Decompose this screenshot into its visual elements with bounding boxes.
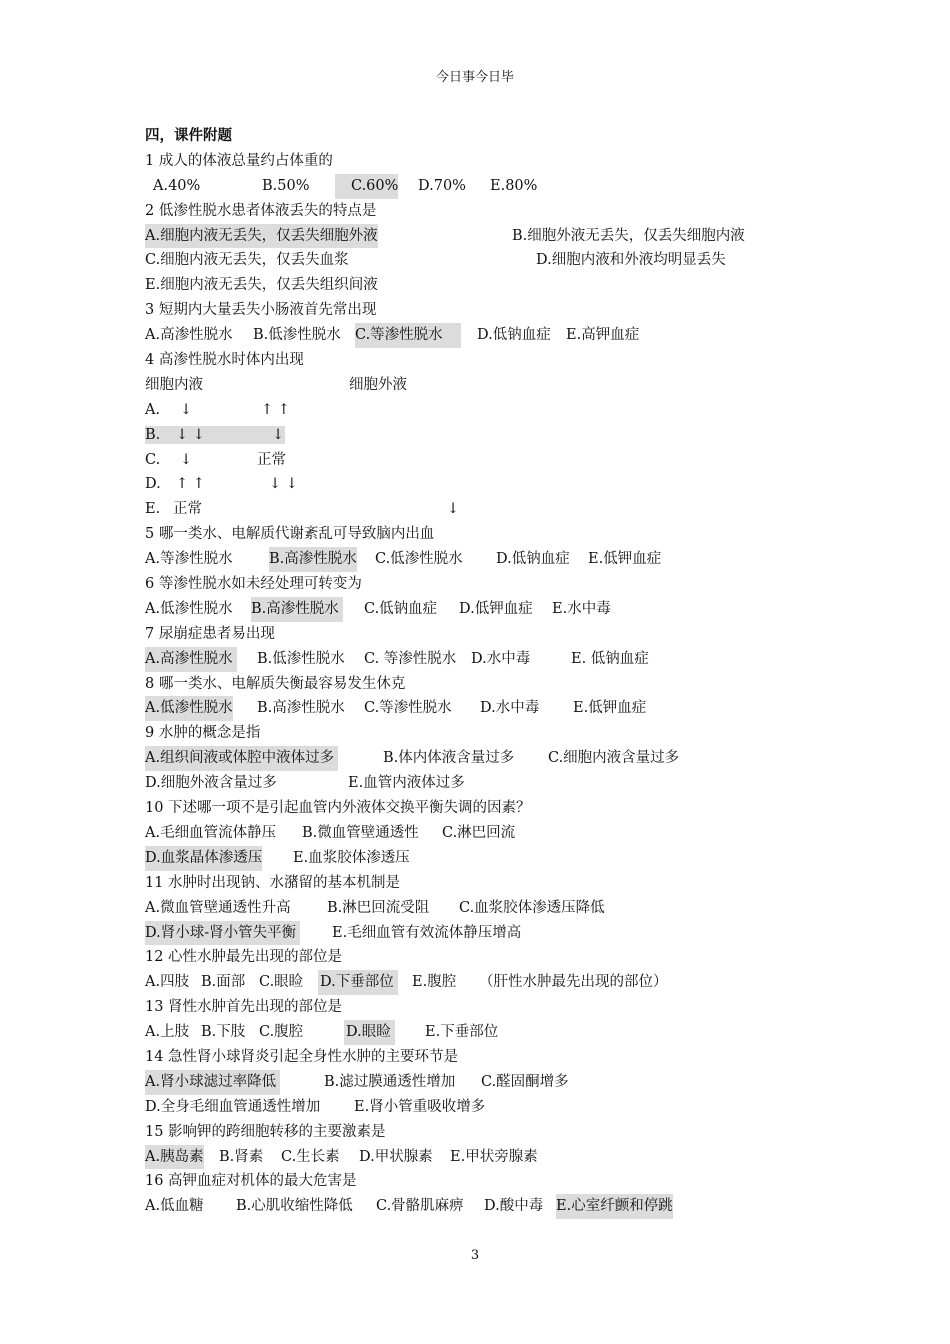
option-a: A.高渗性脱水: [145, 327, 233, 344]
option-d: D.细胞内液和外液均明显丢失: [536, 252, 726, 269]
option-d: D.细胞外液含量过多: [145, 775, 277, 792]
option-c: C.醛固酮增多: [481, 1073, 569, 1090]
option-b: B.微血管壁通透性: [302, 824, 419, 841]
question-6: 6 等渗性脱水如未经处理可转变为: [145, 576, 362, 593]
option-a-answer: A.胰岛素: [145, 1145, 204, 1170]
option-a: A.等渗性脱水: [145, 551, 233, 568]
option-a: A.上肢: [145, 1024, 190, 1041]
option-d: D.低钠血症: [477, 327, 551, 344]
question-14-options-row2: [145, 1095, 845, 1120]
question-1-options: [145, 174, 845, 199]
option-d-answer: D.血浆晶体渗透压: [145, 846, 262, 871]
extracellular-value: ↓: [447, 501, 460, 518]
option-label: A.: [145, 401, 161, 418]
option-a-answer: A.细胞内液无丢失，仅丢失细胞外液: [145, 224, 378, 249]
option-d: D.70%: [418, 177, 466, 194]
question-2-options-row1: [145, 224, 845, 249]
option-a-answer: A.高渗性脱水: [145, 647, 237, 672]
option-d: D.低钠血症: [496, 551, 570, 568]
intracellular-value: ↓: [180, 401, 193, 418]
question-11-options-row2: [145, 921, 845, 946]
question-11: 11 水肿时出现钠、水潴留的基本机制是: [145, 874, 401, 891]
question-7: 7 尿崩症患者易出现: [145, 625, 275, 642]
question-4-option-d: [145, 472, 845, 497]
extracellular-value: ↑ ↑: [261, 401, 290, 418]
answer-highlight: [145, 426, 285, 444]
question-9-options-row2: [145, 771, 845, 796]
option-b: B.肾素: [219, 1148, 264, 1165]
option-c: C.等渗性脱水: [364, 700, 452, 717]
option-e: E.细胞内液无丢失，仅丢失组织间液: [145, 277, 378, 294]
question-15: 15 影响钾的跨细胞转移的主要激素是: [145, 1123, 386, 1140]
option-c: C.骨骼肌麻痹: [376, 1198, 464, 1215]
option-b: B.低渗性脱水: [257, 650, 345, 667]
option-e: E.水中毒: [552, 600, 611, 617]
option-e: E.肾小管重吸收增多: [354, 1098, 486, 1115]
option-b: B.淋巴回流受阻: [327, 899, 430, 916]
option-e: E.低钾血症: [588, 551, 662, 568]
question-9: 9 水肿的概念是指: [145, 725, 261, 742]
question-8: 8 哪一类水、电解质失衡最容易发生休克: [145, 675, 406, 692]
question-4-column-headers: [145, 373, 845, 398]
intracellular-value: ↓ ↓: [176, 426, 205, 443]
option-a: A.四肢: [145, 974, 190, 991]
option-c: C.眼睑: [259, 974, 304, 991]
question-10: 10 下述哪一项不是引起血管内外液体交换平衡失调的因素？: [145, 800, 531, 817]
question-15-options: [145, 1145, 845, 1170]
option-e: E.毛细血管有效流体静压增高: [332, 924, 522, 941]
option-d: D.全身毛细血管通透性增加: [145, 1098, 321, 1115]
option-b: B.滤过膜通透性增加: [324, 1073, 456, 1090]
option-c: C.生长素: [281, 1148, 340, 1165]
extracellular-value: ↓: [272, 426, 285, 443]
option-a-answer: A.组织间液或体腔中液体过多: [145, 746, 338, 771]
option-a: A.低渗性脱水: [145, 600, 233, 617]
question-14-options-row1: [145, 1070, 845, 1095]
question-2-options-row3: [145, 273, 845, 298]
intracellular-value: 正常: [173, 501, 202, 518]
option-e: E.低钾血症: [573, 700, 647, 717]
question-12-note: （肝性水肿最先出现的部位）: [479, 974, 668, 991]
option-e: E.80%: [490, 177, 538, 194]
question-10-options-row2: [145, 846, 845, 871]
question-2-options-row2: [145, 248, 845, 273]
option-c-answer: C.等渗性脱水: [355, 323, 461, 348]
question-4-option-e: [145, 497, 845, 522]
document-body: [145, 124, 845, 1219]
option-b: B.低渗性脱水: [253, 327, 341, 344]
option-d: D.酸中毒: [484, 1198, 544, 1215]
question-5-options: [145, 547, 845, 572]
option-e-answer: E.心室纤颤和停跳: [556, 1194, 673, 1219]
question-1: 1 成人的体液总量约占体重的: [145, 152, 333, 169]
option-c-answer: C.60%: [335, 174, 398, 199]
question-8-options: [145, 696, 845, 721]
intracellular-value: ↓: [180, 451, 193, 468]
question-9-options-row1: [145, 746, 845, 771]
question-3-options: [145, 323, 845, 348]
option-b: B.高渗性脱水: [257, 700, 345, 717]
option-d: D.低钾血症: [459, 600, 533, 617]
question-10-options-row1: [145, 821, 845, 846]
question-16: 16 高钾血症对机体的最大危害是: [145, 1173, 357, 1190]
option-b: B.体内体液含量过多: [383, 750, 515, 767]
option-e: E.腹腔: [412, 974, 457, 991]
option-label: D.: [145, 476, 161, 493]
option-c: C.淋巴回流: [442, 824, 516, 841]
option-e: E.血浆胶体渗透压: [293, 849, 410, 866]
option-e: E.甲状旁腺素: [450, 1148, 538, 1165]
question-5: 5 哪一类水、电解质代谢紊乱可导致脑内出血: [145, 526, 435, 543]
option-label: C.: [145, 451, 161, 468]
option-a: A.毛细血管流体静压: [145, 824, 277, 841]
option-a: A.低血糖: [145, 1198, 204, 1215]
option-e: E.高钾血症: [566, 327, 640, 344]
column-extracellular: 细胞外液: [349, 376, 407, 393]
option-c: C.血浆胶体渗透压降低: [459, 899, 605, 916]
option-c: C.低钠血症: [364, 600, 438, 617]
option-a-answer: A.肾小球滤过率降低: [145, 1070, 280, 1095]
question-16-options: [145, 1194, 845, 1219]
question-4-option-b-answer: [145, 423, 845, 448]
question-13: 13 肾性水肿首先出现的部位是: [145, 999, 343, 1016]
option-b: B.50%: [262, 177, 310, 194]
option-a: A.微血管壁通透性升高: [145, 899, 291, 916]
option-label: E.: [145, 501, 161, 518]
option-e: E. 低钠血症: [571, 650, 649, 667]
question-3: 3 短期内大量丢失小肠液首先常出现: [145, 302, 377, 319]
option-b: B.下肢: [201, 1024, 246, 1041]
option-label: B.: [145, 426, 161, 443]
page-header: 今日事今日毕: [435, 70, 514, 85]
extracellular-value: ↓ ↓: [269, 476, 298, 493]
option-b: B.细胞外液无丢失，仅丢失细胞内液: [512, 227, 745, 244]
option-e: E.血管内液体过多: [348, 775, 465, 792]
question-12-options: [145, 970, 845, 995]
option-b: B.面部: [201, 974, 246, 991]
option-d-answer: D.肾小球-肾小管失平衡: [145, 921, 300, 946]
question-2: 2 低渗性脱水患者体液丢失的特点是: [145, 202, 377, 219]
option-c: C.低渗性脱水: [375, 551, 463, 568]
column-intracellular: 细胞内液: [145, 376, 203, 393]
option-c: C.细胞内液无丢失，仅丢失血浆: [145, 252, 349, 269]
option-d: D.水中毒: [480, 700, 540, 717]
question-12: 12 心性水肿最先出现的部位是: [145, 949, 343, 966]
question-4-option-c: [145, 448, 845, 473]
question-7-options: [145, 647, 845, 672]
option-e: E.下垂部位: [425, 1024, 499, 1041]
intracellular-value: ↑ ↑: [176, 476, 205, 493]
option-d-answer: D.下垂部位: [318, 970, 398, 995]
question-14: 14 急性肾小球肾炎引起全身性水肿的主要环节是: [145, 1048, 459, 1065]
question-11-options-row1: [145, 896, 845, 921]
option-b: B.心肌收缩性降低: [236, 1198, 353, 1215]
option-a-answer: A.低渗性脱水: [145, 696, 233, 721]
option-d-answer: D.眼睑: [344, 1020, 395, 1045]
option-a: A.40%: [153, 177, 201, 194]
option-c: C. 等渗性脱水: [364, 650, 457, 667]
extracellular-value: 正常: [257, 451, 286, 468]
question-6-options: [145, 597, 845, 622]
option-c: C.腹腔: [259, 1024, 304, 1041]
option-d: D.水中毒: [471, 650, 531, 667]
question-4: 4 高渗性脱水时体内出现: [145, 352, 304, 369]
option-d: D.甲状腺素: [359, 1148, 433, 1165]
option-c: C.细胞内液含量过多: [548, 750, 680, 767]
section-title: 四，课件附题: [145, 127, 232, 144]
page-number: 3: [470, 1248, 480, 1263]
option-b-answer: B.高渗性脱水: [269, 547, 357, 572]
question-4-option-a: [145, 398, 845, 423]
question-13-options: [145, 1020, 845, 1045]
option-b-answer: B.高渗性脱水: [251, 597, 343, 622]
